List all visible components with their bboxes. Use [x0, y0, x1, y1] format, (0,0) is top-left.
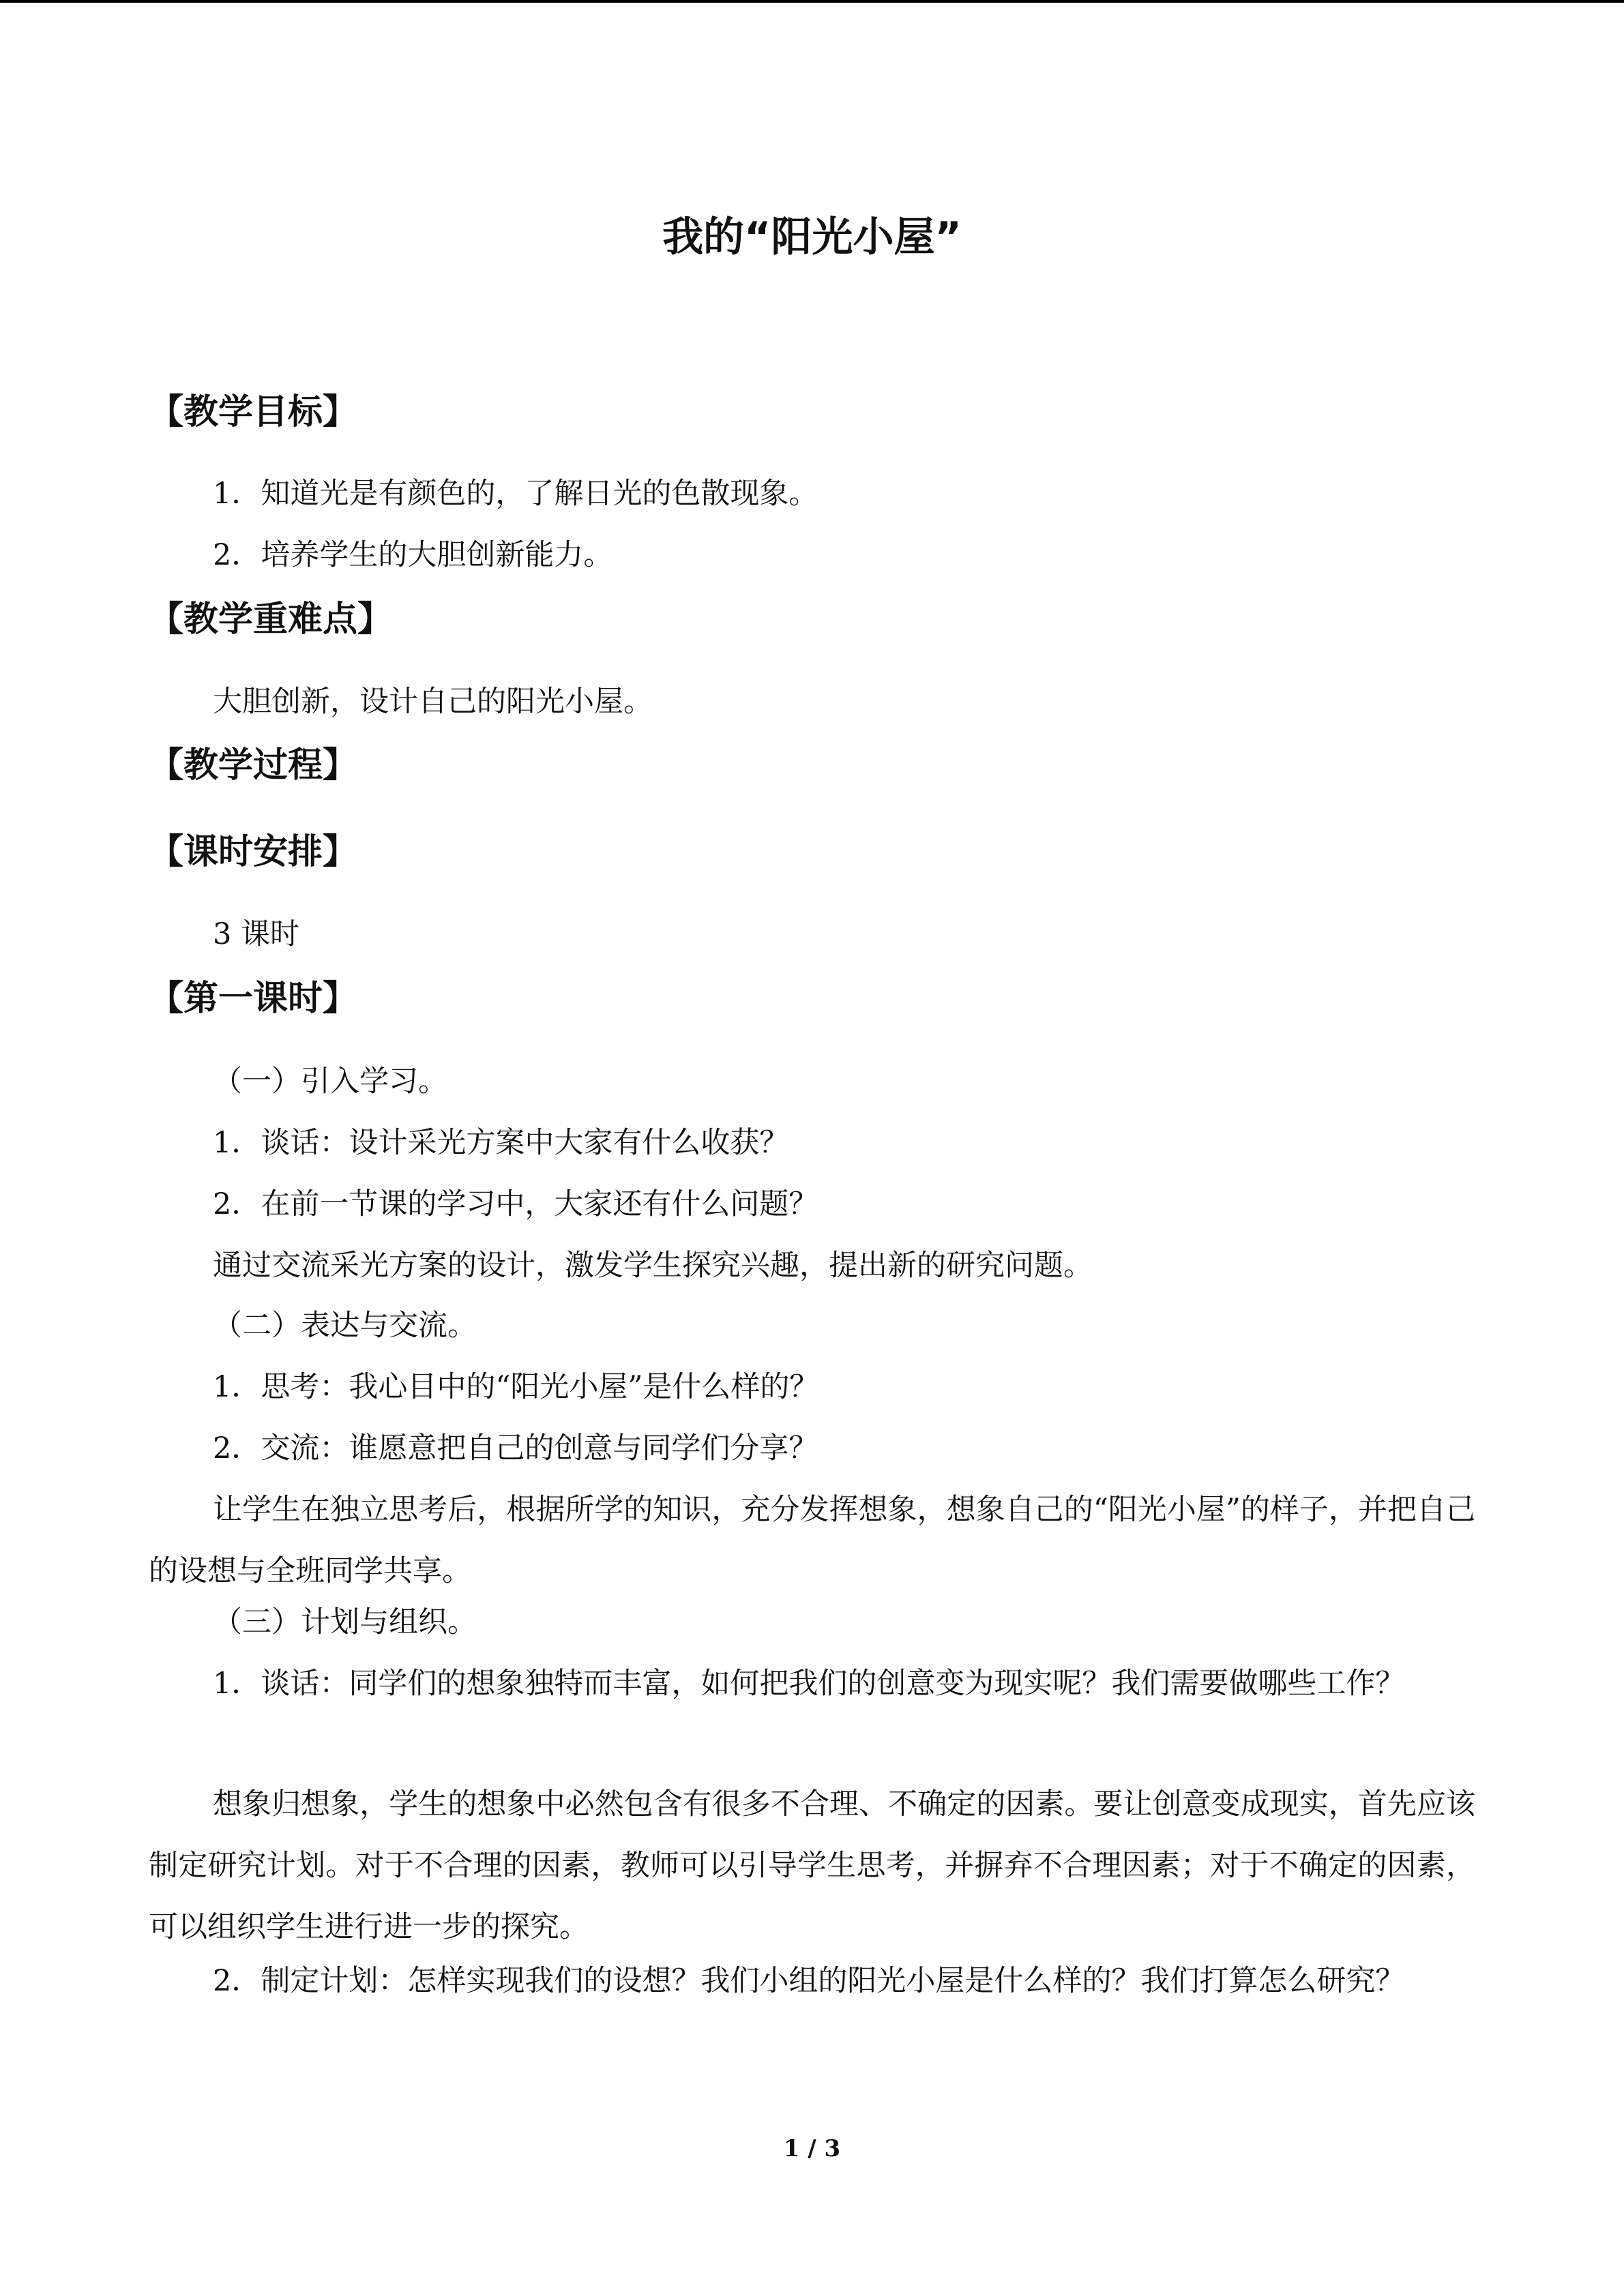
lesson1-line-5: （二）表达与交流。 [213, 1309, 477, 1343]
lesson1-line-3: 2．在前一节课的学习中，大家还有什么问题？ [213, 1187, 818, 1221]
heading-lesson-1: 【第一课时】 [149, 979, 358, 1019]
lesson1-paragraph-3: 想象归想象，学生的想象中必然包含有很多不合理、不确定的因素。要让创意变成现实，首先应该制定研究计划。对于不合理的因素，教师可以引导学生思考，并摒弃不合理因素；对于不确定的因素，可以组织学生进行进一步的探究。 [149, 1787, 1475, 1944]
lesson1-line-6: 1．思考：我心目中的“阳光小屋”是什么样的？ [213, 1370, 819, 1404]
goal-item-1: 1．知道光是有颜色的，了解日光的色散现象。 [213, 477, 818, 511]
heading-key-points: 【教学重难点】 [149, 599, 393, 640]
lesson1-line-7: 2．交流：谁愿意把自己的创意与同学们分享？ [213, 1431, 818, 1465]
heading-schedule: 【课时安排】 [149, 832, 358, 872]
lesson1-paragraph-2: 1．谈话：同学们的想象独特而丰富，如何把我们的创意变为现实呢？我们需要做哪些工作？ [213, 1667, 1405, 1701]
page-number: 1 / 3 [783, 2135, 841, 2162]
lesson1-paragraph-1: 让学生在独立思考后，根据所学的知识，充分发挥想象，想象自己的“阳光小屋”的样子，并把自己的设想与全班同学共享。 [149, 1493, 1475, 1588]
top-border [0, 0, 1624, 3]
lesson1-paragraph-4: 2．制定计划：怎样实现我们的设想？我们小组的阳光小屋是什么样的？我们打算怎么研究？ [213, 1964, 1405, 1998]
lesson1-line-1: （一）引入学习。 [213, 1064, 447, 1099]
key-points-text: 大胆创新，设计自己的阳光小屋。 [213, 685, 653, 719]
lesson1-line-4: 通过交流采光方案的设计，激发学生探究兴趣，提出新的研究问题。 [213, 1249, 1093, 1283]
heading-teaching-process: 【教学过程】 [149, 745, 358, 786]
document-title: 我的“阳光小屋” [662, 213, 962, 261]
lesson1-line-plan: （三）计划与组织。 [213, 1605, 477, 1639]
lesson1-line-2: 1．谈话：设计采光方案中大家有什么收获？ [213, 1126, 789, 1160]
heading-teaching-goals: 【教学目标】 [149, 392, 358, 432]
schedule-text: 3 课时 [213, 917, 300, 951]
goal-item-2: 2．培养学生的大胆创新能力。 [213, 538, 613, 572]
